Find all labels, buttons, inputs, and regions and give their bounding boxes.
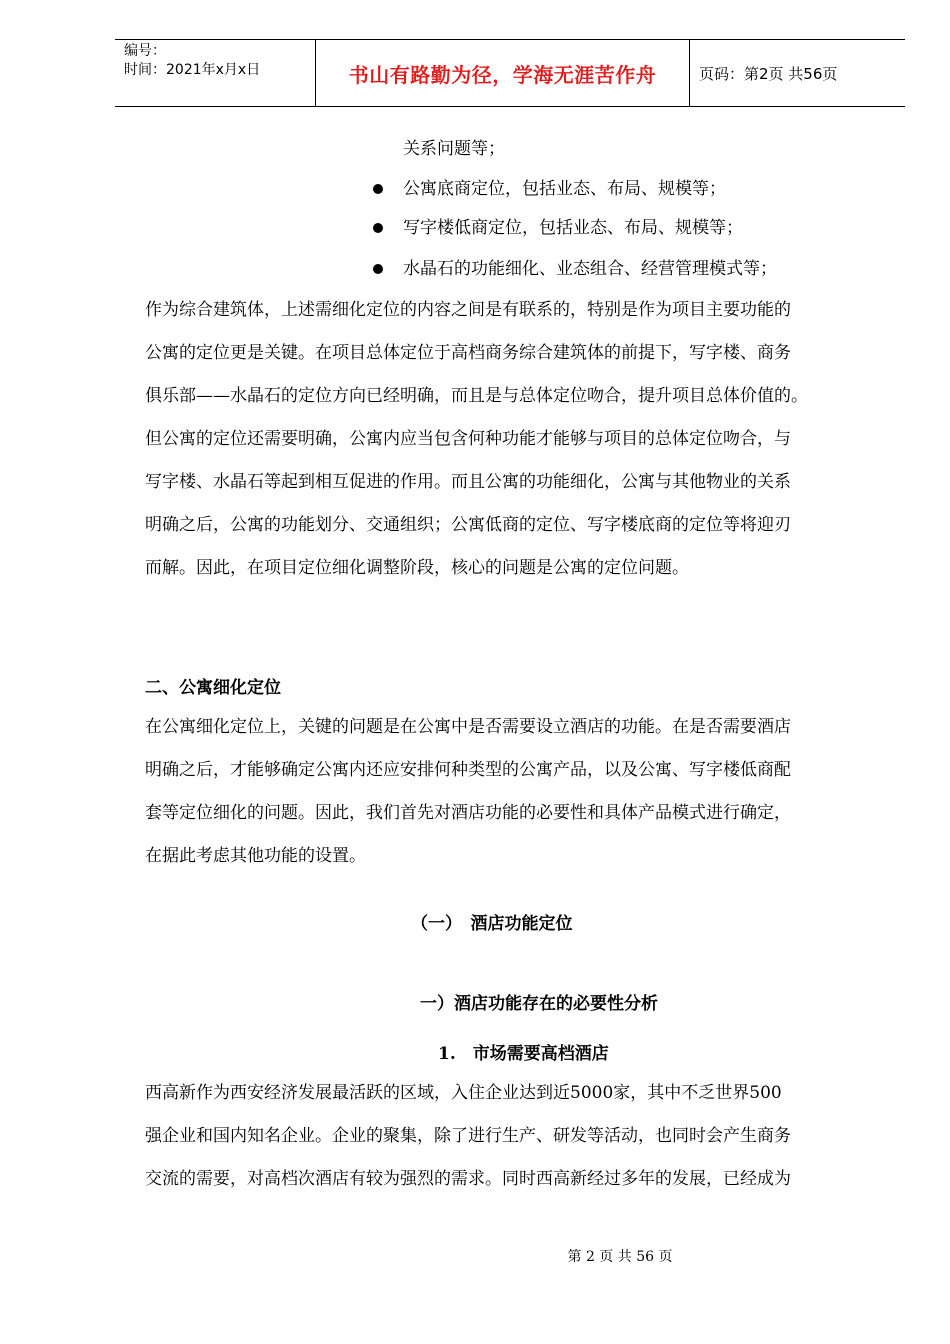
motto-text: 书山有路勤为径，学海无涯苦作舟 bbox=[348, 62, 657, 87]
paragraph-line: 而解。因此，在项目定位细化调整阶段，核心的问题是公寓的定位问题。 bbox=[145, 558, 689, 578]
paragraph-line: 交流的需要，对高档次酒店有较为强烈的需求。同时西高新经过多年的发展，已经成为 bbox=[145, 1169, 791, 1189]
header-meta-cell bbox=[115, 40, 316, 106]
paragraph-line: 作为综合建筑体，上述需细化定位的内容之间是有联系的，特别是作为项目主要功能的 bbox=[145, 300, 791, 320]
header-page-cell bbox=[690, 40, 905, 106]
bullet-item: 水晶石的功能细化、业态组合、经营管理模式等； bbox=[403, 259, 777, 279]
document-time-label: 时间：2021年x月x日 bbox=[124, 62, 261, 78]
subsection-heading: 1. 市场需要高档酒店 bbox=[438, 1044, 609, 1064]
paragraph-line: 但公寓的定位还需要明确，公寓内应当包含何种功能才能够与项目的总体定位吻合，与 bbox=[145, 429, 791, 449]
paragraph-line: 套等定位细化的问题。因此，我们首先对酒店功能的必要性和具体产品模式进行确定， bbox=[145, 803, 791, 823]
page-header bbox=[115, 39, 905, 107]
paragraph-line: 强企业和国内知名企业。企业的聚集，除了进行生产、研发等活动，也同时会产生商务 bbox=[145, 1126, 791, 1146]
paragraph-line: 俱乐部——水晶石的定位方向已经明确，而且是与总体定位吻合，提升项目总体价值的。 bbox=[145, 386, 808, 406]
page-footer bbox=[0, 1246, 950, 1266]
bullet-dot bbox=[373, 184, 383, 194]
bullet-dot bbox=[373, 223, 383, 233]
section-heading: 二、公寓细化定位 bbox=[145, 678, 281, 698]
document-number-label: 编号： bbox=[124, 43, 166, 59]
paragraph-line: 写字楼、水晶石等起到相互促进的作用。而且公寓的功能细化，公寓与其他物业的关系 bbox=[145, 472, 791, 492]
paragraph-line: 西高新作为西安经济发展最活跃的区域，入住企业达到近5000家，其中不乏世界500 bbox=[145, 1083, 782, 1103]
subsection-heading: （一） 酒店功能定位 bbox=[411, 914, 573, 934]
bullet-item: 公寓底商定位，包括业态、布局、规模等； bbox=[403, 179, 726, 199]
header-motto bbox=[316, 40, 690, 106]
paragraph-line: 在公寓细化定位上，关键的问题是在公寓中是否需要设立酒店的功能。在是否需要酒店 bbox=[145, 717, 791, 737]
bullet-item: 写字楼低商定位，包括业态、布局、规模等； bbox=[403, 218, 743, 238]
paragraph-line: 明确之后，公寓的功能划分、交通组织；公寓低商的定位、写字楼底商的定位等将迎刃 bbox=[145, 515, 791, 535]
paragraph-line: 在据此考虑其他功能的设置。 bbox=[145, 846, 366, 866]
paragraph-line: 明确之后，才能够确定公寓内还应安排何种类型的公寓产品，以及公寓、写字楼低商配 bbox=[145, 760, 791, 780]
continued-line: 关系问题等； bbox=[403, 139, 505, 159]
subsection-heading: 一）酒店功能存在的必要性分析 bbox=[420, 994, 658, 1014]
bullet-dot bbox=[373, 264, 383, 274]
footer-page-number: 第 2 页 共 56 页 bbox=[567, 1249, 673, 1265]
header-page-label: 页码：第2页 共56页 bbox=[699, 64, 838, 83]
paragraph-line: 公寓的定位更是关键。在项目总体定位于高档商务综合建筑体的前提下，写字楼、商务 bbox=[145, 343, 791, 363]
